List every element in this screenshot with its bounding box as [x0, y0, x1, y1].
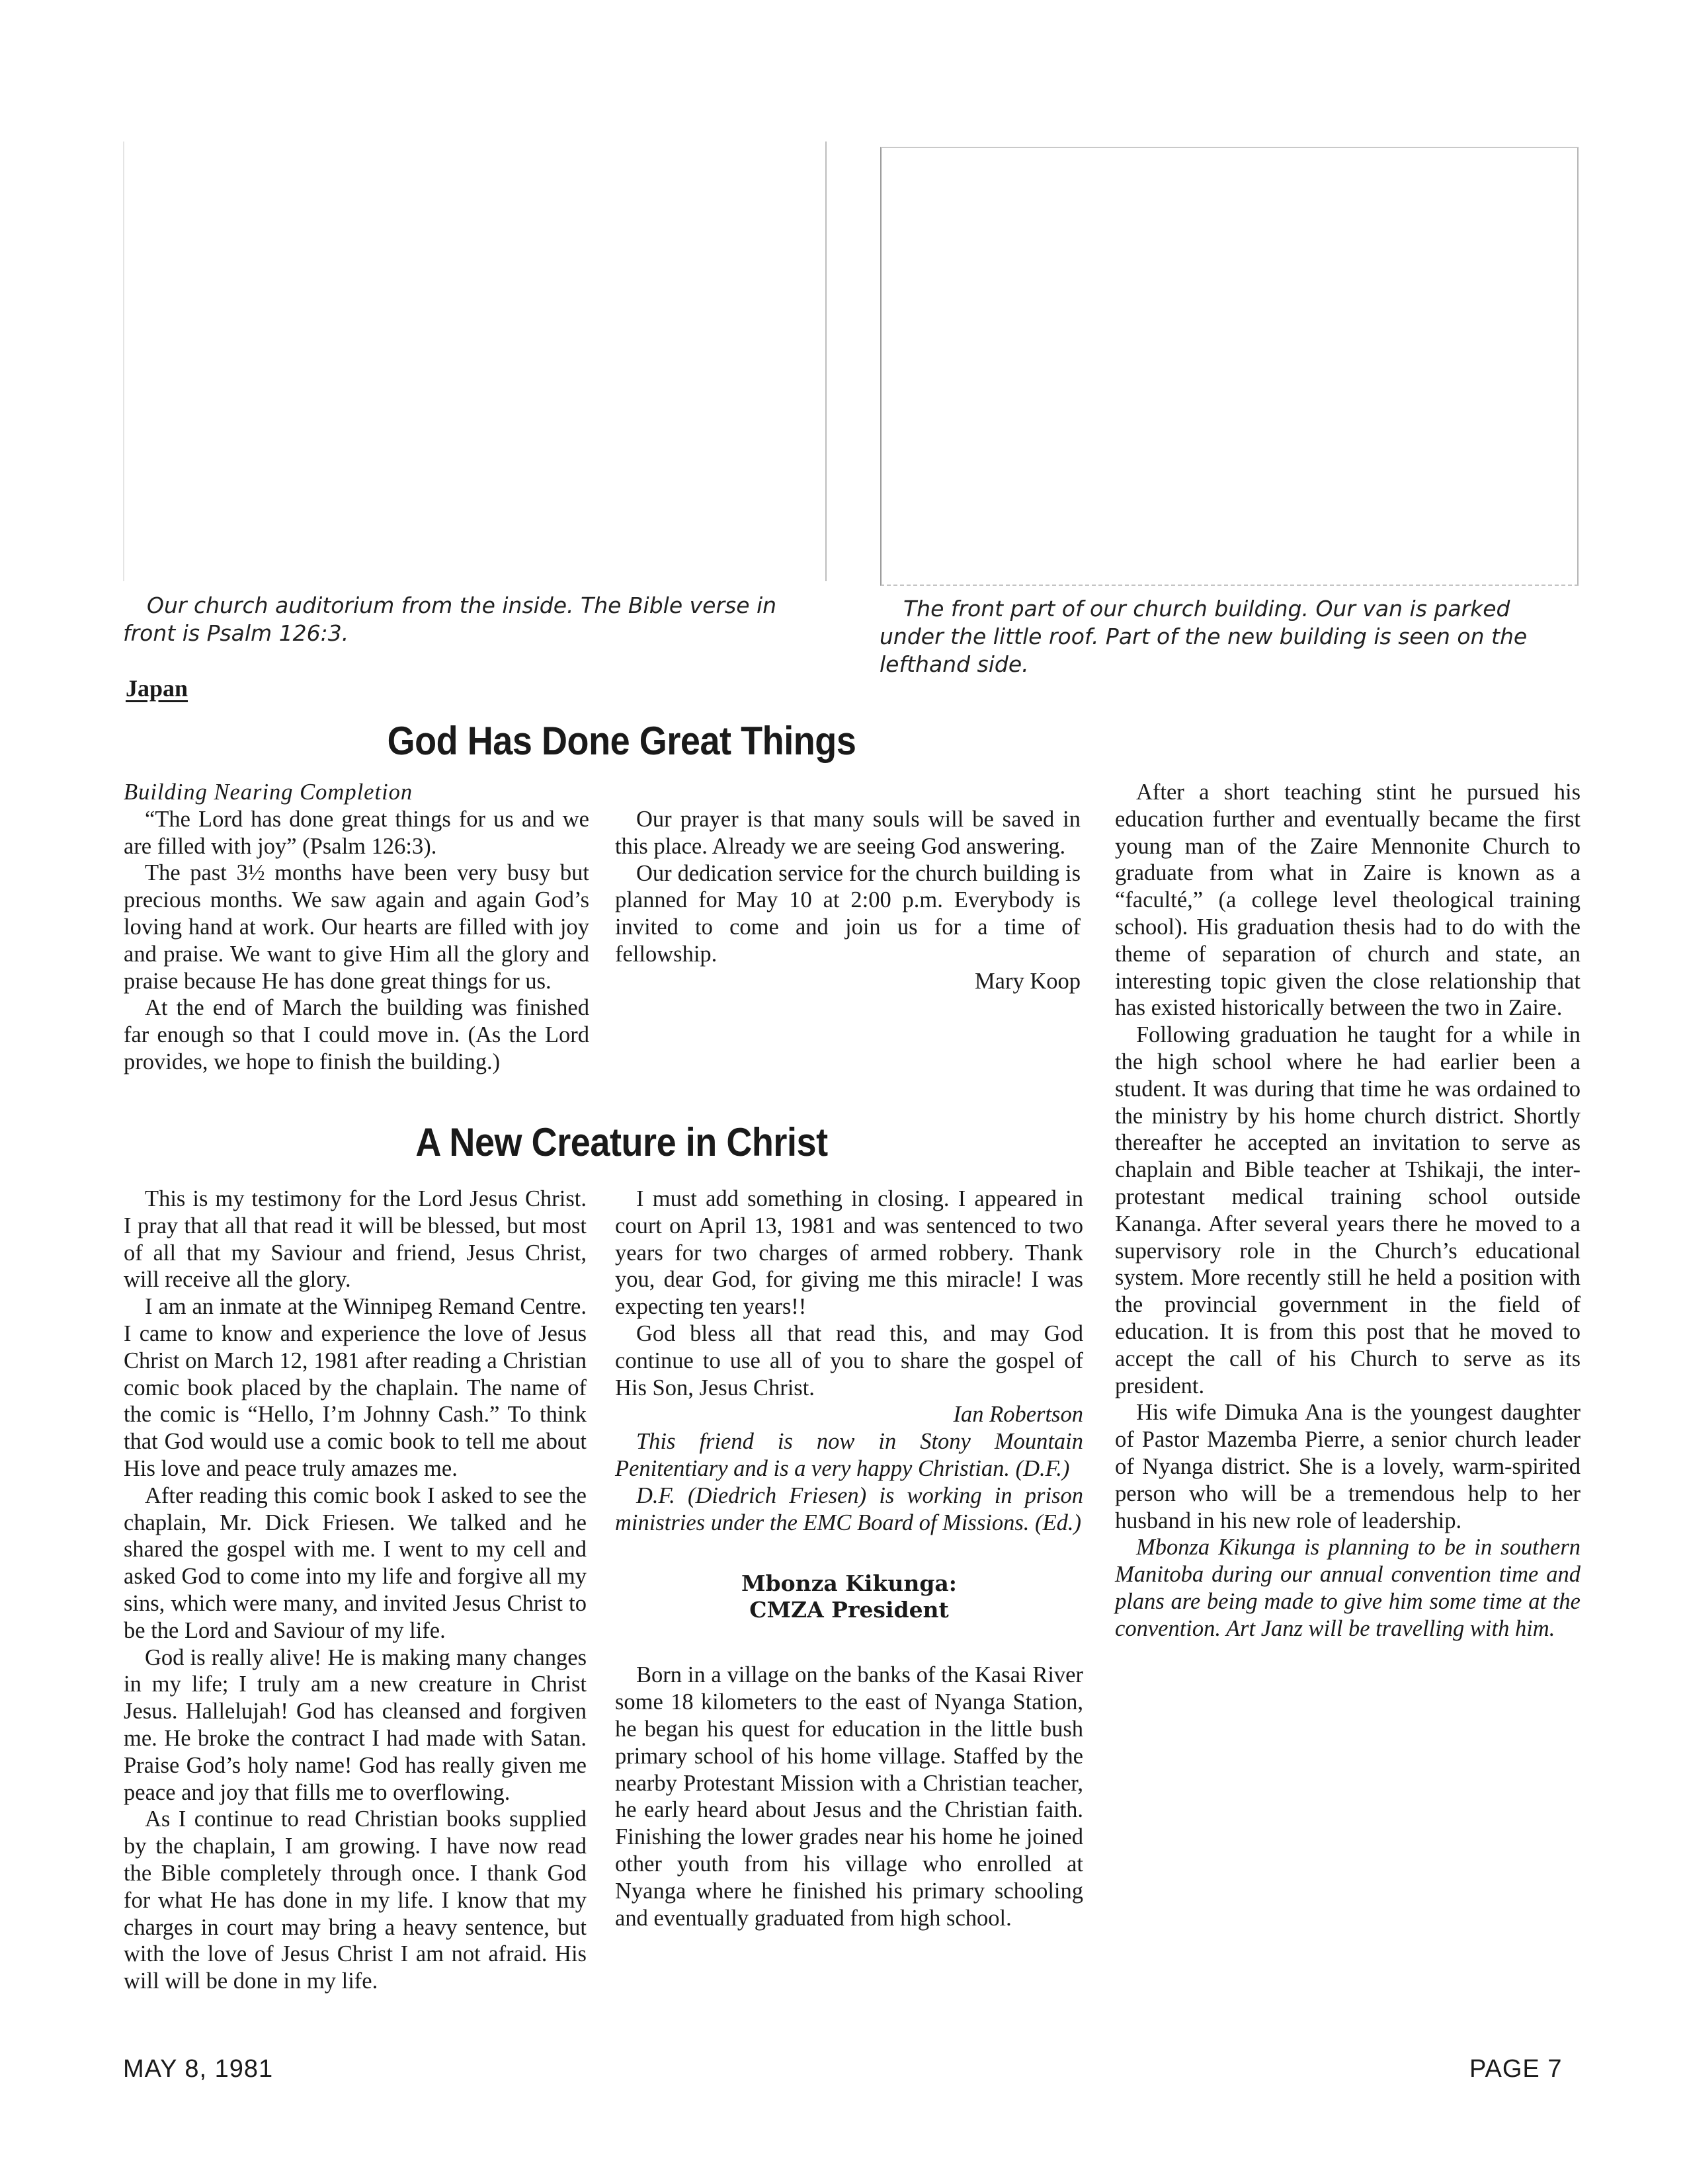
article3-title	[615, 1570, 1083, 1623]
closing-note: Mbonza Kikunga is planning to be in southern Manitoba during our annual convention time and plans are being made to give him some time at the convention. Art Janz will be travelling with him.	[1115, 1535, 1581, 1641]
editor-note: This friend is now in Stony Mountain Penitentiary and is a very happy Christian. (D.F.)	[615, 1429, 1083, 1481]
paragraph: God is really alive! He is making many changes in my life; I truly am a new creature in Christ Jesus. Hallelujah! God has cleansed and forgiven me. He broke the contract I had made with Satan. Praise God’s holy name! God has really given me peace and joy that fills me to overflowing.	[124, 1644, 587, 1805]
paragraph: After reading this comic book I asked to see the chaplain, Mr. Dick Friesen. We talked and he shared the gospel with me. I went to my cell and asked God to come into my life and forgive all my sins, which were many, and invited Jesus Christ to be the Lord and Saviour of my life.	[124, 1482, 587, 1643]
paragraph: Born in a village on the banks of the Kasai River some 18 kilometers to the east of Nyanga Station, he began his quest for education in the little bush primary school of his home village. Staffed by the nearby Protestant Mission with a Christian teacher, he early heard about Jesus and the Christian faith. Finishing the lower grades near his home he joined other youth from his village who enrolled at Nyanga where he finished his primary schooling and eventually graduated from high school.	[615, 1662, 1083, 1931]
paragraph: Our dedication service for the church building is planned for May 10 at 2:00 p.m. Everybody is invited to come and join us for a time of fellowship.	[615, 860, 1081, 967]
footer-date: MAY 8, 1981	[123, 2055, 274, 2083]
article-title: God Has Done Great Things	[387, 719, 856, 763]
paragraph: After a short teaching stint he pursued his education further and eventually became the first young man of the Zaire Mennonite Church to graduate from what in Zaire is known as a “faculté,” (a college level theological training school). His graduation thesis had to do with the theme of separation of church and state, an interesting topic given the close relationship that has existed historically between the two in Zaire.	[1115, 780, 1581, 1021]
article1-column-2	[615, 806, 1081, 995]
article-kicker: Building Nearing Completion	[124, 780, 413, 805]
paragraph: “The Lord has done great things for us and we are filled with joy” (Psalm 126:3).	[124, 806, 589, 859]
article3-title-line1: Mbonza Kikunga:	[741, 1570, 957, 1597]
paragraph: God bless all that read this, and may God continue to use all of you to share the gospel of His Son, Jesus Christ.	[615, 1320, 1083, 1400]
paragraph: I must add something in closing. I appeared in court on April 13, 1981 and was sentenced to two years for two charges of armed robbery. Thank you, dear God, for giving me this miracle! I was expecting ten years!!	[615, 1186, 1083, 1320]
section-label: Japan	[126, 675, 188, 702]
article2-column-2	[615, 1186, 1083, 1931]
footer-page-number: PAGE 7	[1469, 2055, 1563, 2083]
article-title: A New Creature in Christ	[415, 1120, 828, 1164]
paragraph: The past 3½ months have been very busy but precious months. We saw again and again God’s loving hand at work. Our hearts are filled with joy and praise. We want to give Him all the glory and praise because He has done great things for us.	[124, 860, 589, 994]
photo-auditorium	[123, 142, 827, 581]
article3-title-line2: CMZA President	[749, 1597, 949, 1623]
paragraph: Following graduation he taught for a while in the high school where he had earlier been a student. It was during that time he was ordained to the ministry by his home church district. Shortly thereafter he accepted an invitation to serve as chaplain and Bible teacher at Tshikaji, the inter-protestant medical training school outside Kananga. After several years there he moved to a supervisory role in the Church’s educational system. More recently still he held a position with the provincial government in the field of education. It is from this post that he moved to accept the call of his Church to serve as its president.	[1115, 1022, 1581, 1398]
article1-column-1	[124, 779, 589, 1076]
article2-column-1	[124, 1186, 587, 1995]
article3-column	[1115, 779, 1581, 1642]
paragraph: I am an inmate at the Winnipeg Remand Centre. I came to know and experience the love of Jesus Christ on March 12, 1981 after reading a Christian comic book placed by the chaplain. The name of the comic is “Hello, I’m Johnny Cash.” To think that God would use a comic book to tell me about His love and peace truly amazes me.	[124, 1294, 587, 1481]
article-author: Ian Robertson	[953, 1402, 1083, 1428]
paragraph: His wife Dimuka Ana is the youngest daughter of Pastor Mazemba Pierre, a senior church leader of Nyanga district. She is a lovely, warm-spirited person who will be a tremendous help to her husband in his new role of leadership.	[1115, 1400, 1581, 1533]
paragraph: As I continue to read Christian books supplied by the chaplain, I am growing. I have now read the Bible completely through once. I thank God for what He has done in my life. I know that my charges in court may bring a heavy sentence, but with the love of Jesus Christ I am not afraid. His will will be done in my life.	[124, 1806, 587, 1994]
photo-caption-left: Our church auditorium from the inside. The Bible verse in front is Psalm 126:3.	[123, 592, 777, 646]
photo-caption-right: The front part of our church building. Our van is parked under the little roof. Part of the new building is seen on the lefthand side.	[880, 596, 1528, 677]
paragraph: This is my testimony for the Lord Jesus Christ. I pray that all that read it will be blessed, but most of all that my Saviour and friend, Jesus Christ, will receive all the glory.	[124, 1186, 587, 1293]
article-author: Mary Koop	[974, 968, 1081, 994]
paragraph: Our prayer is that many souls will be saved in this place. Already we are seeing God answering.	[615, 807, 1081, 859]
photo-church-front	[880, 147, 1579, 586]
paragraph: At the end of March the building was finished far enough so that I could move in. (As the Lord provides, we hope to finish the building.)	[124, 995, 589, 1074]
editor-note: D.F. (Diedrich Friesen) is working in prison ministries under the EMC Board of Missions. (Ed.)	[615, 1482, 1083, 1535]
